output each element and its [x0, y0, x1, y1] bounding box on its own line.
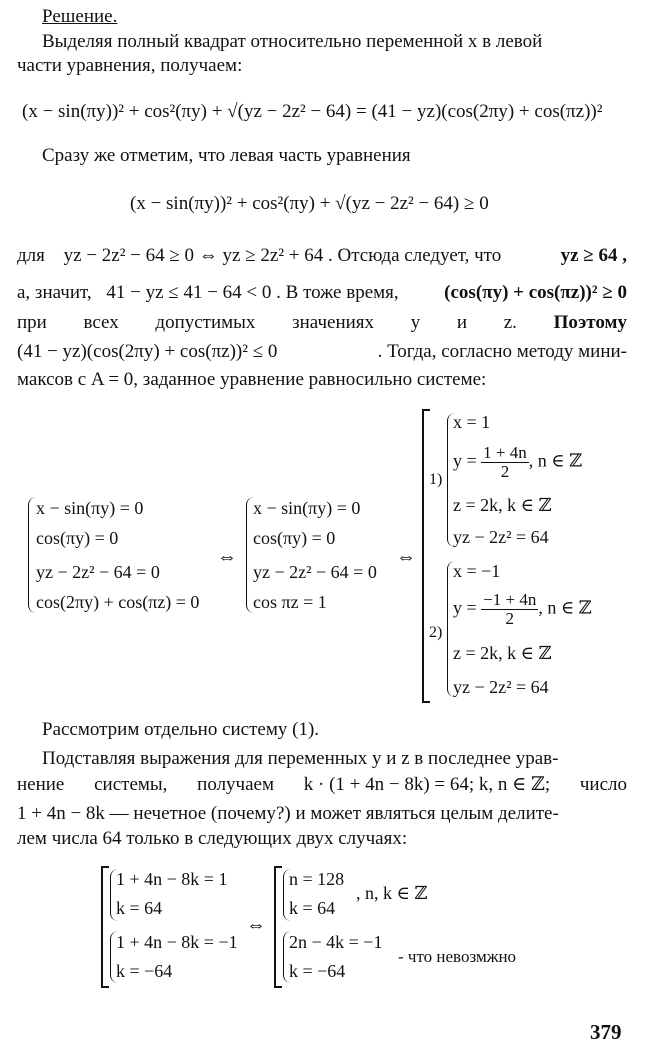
case-2-y-fraction — [481, 591, 538, 628]
sub-word: получаем — [197, 774, 275, 795]
intro-text-1: Выделяя полный квадрат относительно переменной x в левой — [42, 31, 543, 52]
case-1-y — [453, 444, 582, 481]
system-b-eq-4: cos πz = 1 — [253, 592, 327, 612]
main-equation: (x − sin(πy))² + cos²(πy) + √(yz − 2z² − 64) = (41 − yz)(cos(2πy) + cos(πz))² — [22, 101, 603, 122]
case-2-y — [453, 591, 592, 628]
para-math: (cos(πy) + cos(πz))² ≥ 0 — [444, 282, 627, 303]
para-text: . В тоже время, — [276, 282, 399, 303]
sub-word: системы, — [94, 774, 168, 795]
para-text: для — [17, 245, 45, 266]
system-a-eq-4: cos(2πy) + cos(πz) = 0 — [36, 592, 200, 612]
page-number: 379 — [590, 1020, 622, 1044]
para-word: Поэтому — [553, 312, 627, 333]
inequality-equation: (x − sin(πy))² + cos²(πy) + √(yz − 2z² − 64) ≥ 0 — [130, 193, 489, 214]
system-b-eq-3: yz − 2z² − 64 = 0 — [253, 562, 377, 582]
para-word: y — [410, 312, 421, 333]
case-1-last: yz − 2z² = 64 — [453, 527, 549, 547]
sub-line-1: Подставляя выражения для переменных y и z в последнее урав- — [42, 748, 559, 769]
para-math: 41 − yz ≤ 41 − 64 < 0 — [106, 282, 272, 303]
case-1-y-fraction — [481, 444, 529, 481]
para-word: и — [456, 312, 468, 333]
para-word: всех — [83, 312, 119, 333]
consider-line: Рассмотрим отдельно систему (1). — [42, 719, 320, 740]
system-b-eq-2: cos(πy) = 0 — [253, 528, 336, 548]
fraction-numerator: −1 + 4n — [483, 590, 537, 609]
sub-word: число — [579, 774, 627, 795]
sub-line-2 — [17, 774, 627, 796]
para-math: yz − 2z² − 64 ≥ 0 ⇔ yz ≥ 2z² + 64 — [63, 245, 324, 266]
equivalence-symbol-1: ⇔ — [217, 546, 237, 568]
case-2-x: x = −1 — [453, 561, 501, 581]
para-line-5: максов с A = 0, заданное уравнение равносильно системе: — [17, 369, 487, 390]
case-2-label: 2) — [429, 624, 443, 641]
equivalence-symbol-2: ⇔ — [396, 546, 416, 568]
final-left-eq-1: 1 + 4n − 8k = 1 — [116, 869, 228, 889]
final-right-eq-1: n = 128 — [289, 869, 345, 889]
final-right-bracket — [274, 866, 282, 988]
sub-line-4: лем числа 64 только в следующих двух случаях: — [17, 828, 408, 849]
final-right-eq-2: k = 64 — [289, 898, 336, 918]
final-left-eq-4: k = −64 — [116, 961, 173, 981]
equivalence-symbol-3: ⇔ — [246, 914, 266, 936]
para-text: . Отсюда следует, что — [328, 245, 502, 266]
sub-math: k · (1 + 4n − 8k) = 64; k, n ∈ ℤ; — [303, 774, 551, 795]
para-word: при — [17, 312, 47, 333]
case-2-y-lhs: y = — [453, 597, 477, 618]
final-right-eq-3: 2n − 4k = −1 — [289, 932, 383, 952]
para-text: . Тогда, согласно методу мини- — [377, 341, 627, 362]
case-2-last: yz − 2z² = 64 — [453, 677, 549, 697]
para-line-1 — [17, 245, 627, 267]
fraction-denominator: 2 — [505, 609, 514, 628]
para-line-3 — [17, 312, 627, 334]
fraction-numerator: 1 + 4n — [483, 443, 527, 462]
para-word: допустимых — [155, 312, 256, 333]
solution-heading: Решение. — [42, 6, 118, 27]
case-1-y-tail: , n ∈ ℤ — [528, 450, 583, 471]
para-text: а, значит, — [17, 282, 92, 303]
case-1-y-lhs: y = — [453, 450, 477, 471]
intro-line-1 — [42, 31, 626, 53]
case-2-z: z = 2k, k ∈ ℤ — [453, 643, 552, 663]
sub-word: нение — [17, 774, 65, 795]
final-right-domain: , n, k ∈ ℤ — [356, 883, 428, 903]
para-word: z. — [503, 312, 517, 333]
para-math: (41 − yz)(cos(2πy) + cos(πz))² ≤ 0 — [17, 341, 278, 362]
para-line-4 — [17, 341, 627, 363]
case-1-x: x = 1 — [453, 412, 491, 432]
final-left-eq-2: k = 64 — [116, 898, 163, 918]
note-line: Сразу же отметим, что левая часть уравнения — [42, 145, 411, 166]
fraction-denominator: 2 — [500, 462, 510, 481]
sub-line-3: 1 + 4n − 8k — нечетное (почему?) и может являться целым делите- — [17, 803, 559, 824]
final-left-bracket — [101, 866, 109, 988]
para-line-2 — [17, 282, 627, 304]
system-b-eq-1: x − sin(πy) = 0 — [253, 498, 361, 518]
case-1-label: 1) — [429, 471, 443, 488]
system-a-eq-2: cos(πy) = 0 — [36, 528, 119, 548]
case-1-z: z = 2k, k ∈ ℤ — [453, 495, 552, 515]
system-a-eq-3: yz − 2z² − 64 = 0 — [36, 562, 160, 582]
intro-line-2: части уравнения, получаем: — [17, 55, 243, 76]
impossible-note: - что невозмжно — [398, 947, 517, 966]
para-word: значениях — [292, 312, 375, 333]
final-left-eq-3: 1 + 4n − 8k = −1 — [116, 932, 238, 952]
system-a-eq-1: x − sin(πy) = 0 — [36, 498, 144, 518]
case-2-y-tail: , n ∈ ℤ — [538, 597, 592, 618]
final-right-eq-4: k = −64 — [289, 961, 346, 981]
union-bracket — [422, 409, 430, 703]
para-math: yz ≥ 64 , — [560, 245, 627, 266]
